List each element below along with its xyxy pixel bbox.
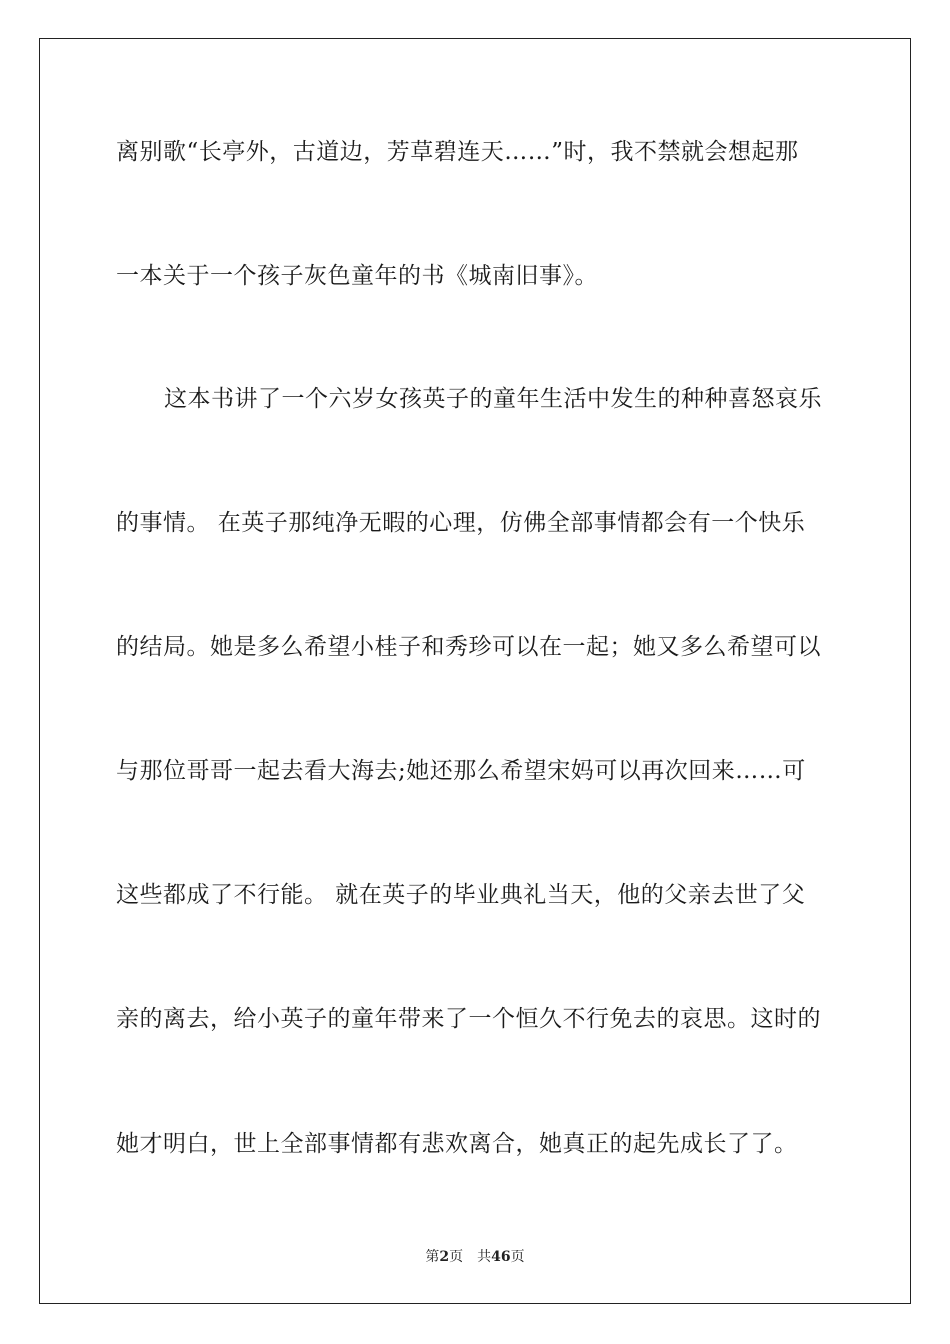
paragraph-line-1: 离别歌“长亭外，古道边，芳草碧连天……”时，我不禁就会想起那	[116, 139, 799, 165]
total-suffix: 页	[510, 1249, 525, 1265]
total-pages: 46	[491, 1249, 511, 1265]
paragraph-line-9: 她才明白，世上全部事情都有悲欢离合，她真正的起先成长了了。	[116, 1131, 798, 1157]
paragraph-line-8: 亲的离去，给小英子的童年带来了一个恒久不行免去的哀思。这时的	[116, 1006, 821, 1032]
total-prefix: 共	[477, 1249, 492, 1265]
page-border	[39, 38, 911, 1304]
paragraph-line-3: 这本书讲了一个六岁女孩英子的童年生活中发生的种种喜怒哀乐	[164, 386, 822, 412]
paragraph-line-5: 的结局。她是多么希望小桂子和秀珍可以在一起；她又多么希望可以	[116, 634, 821, 660]
paragraph-line-2: 一本关于一个孩子灰色童年的书《城南旧事》。	[116, 263, 598, 289]
paragraph-line-4: 的事情。 在英子那纯净无暇的心理，仿佛全部事情都会有一个快乐	[116, 510, 806, 536]
page-footer	[0, 1248, 950, 1266]
paragraph-line-6: 与那位哥哥一起去看大海去;她还那么希望宋妈可以再次回来……可	[116, 758, 806, 784]
page-prefix: 第	[425, 1249, 440, 1265]
page-number: 2	[439, 1249, 450, 1265]
page-suffix: 页	[449, 1249, 464, 1265]
paragraph-line-7: 这些都成了不行能。 就在英子的毕业典礼当天，他的父亲去世了父	[116, 882, 806, 908]
